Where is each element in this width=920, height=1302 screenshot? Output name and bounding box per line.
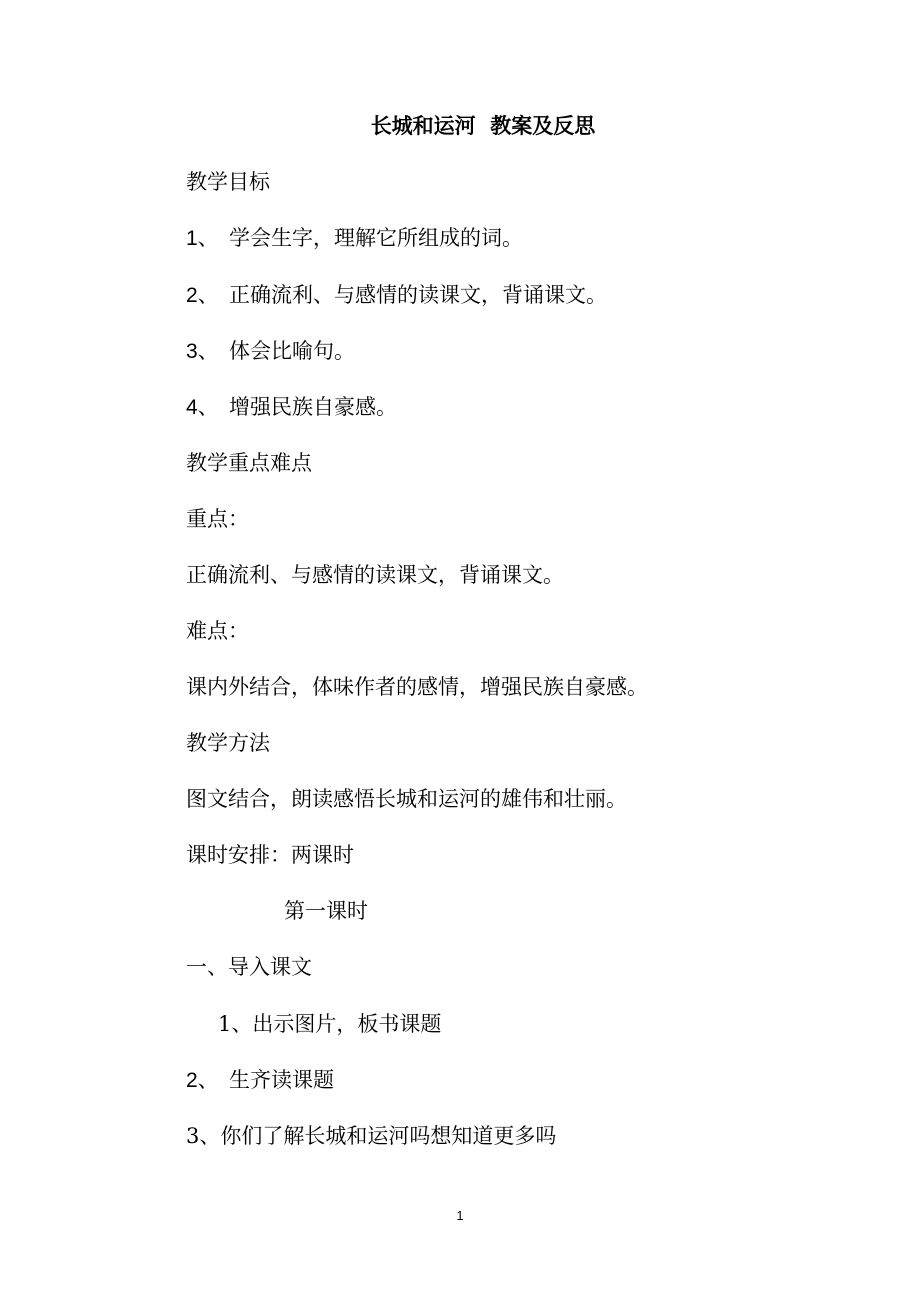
objective-text: 正确流利、与感情的读课文，背诵课文。 bbox=[229, 283, 607, 307]
objective-number: 4、 bbox=[186, 396, 219, 419]
key-label: 重点： bbox=[186, 507, 249, 531]
objective-text: 学会生字，理解它所组成的词。 bbox=[229, 226, 523, 250]
objective-text: 增强民族自豪感。 bbox=[229, 395, 397, 419]
difficult-label: 难点： bbox=[186, 619, 249, 643]
objective-item-1 bbox=[186, 222, 523, 255]
lesson-title: 第一课时 bbox=[284, 899, 368, 923]
objective-number: 3、 bbox=[186, 340, 219, 363]
objective-number: 1、 bbox=[186, 227, 219, 250]
objective-item-2 bbox=[186, 279, 607, 312]
part1-heading: 一、导入课文 bbox=[186, 955, 312, 979]
objective-number: 2、 bbox=[186, 284, 219, 307]
document-title: 长城和运河 教案及反思 bbox=[370, 113, 596, 138]
page-number: 1 bbox=[456, 1208, 464, 1223]
step-item-1: 1、出示图片，板书课题 bbox=[218, 1012, 442, 1036]
objective-text: 体会比喻句。 bbox=[229, 339, 355, 363]
schedule-text: 课时安排：两课时 bbox=[186, 843, 354, 867]
method-text: 图文结合，朗读感悟长城和运河的雄伟和壮丽。 bbox=[186, 787, 627, 811]
step-item-2 bbox=[186, 1064, 334, 1097]
step-text: 生齐读课题 bbox=[229, 1068, 334, 1092]
objectives-heading: 教学目标 bbox=[186, 170, 270, 194]
objective-item-3 bbox=[186, 335, 355, 368]
difficult-text: 课内外结合，体味作者的感情，增强民族自豪感。 bbox=[186, 675, 648, 699]
keypoints-heading: 教学重点难点 bbox=[186, 451, 312, 475]
key-text: 正确流利、与感情的读课文，背诵课文。 bbox=[186, 563, 564, 587]
method-heading: 教学方法 bbox=[186, 731, 270, 755]
step-number: 2、 bbox=[186, 1069, 219, 1092]
step-item-3: 3、你们了解长城和运河吗想知道更多吗 bbox=[186, 1124, 557, 1148]
objective-item-4 bbox=[186, 391, 397, 424]
